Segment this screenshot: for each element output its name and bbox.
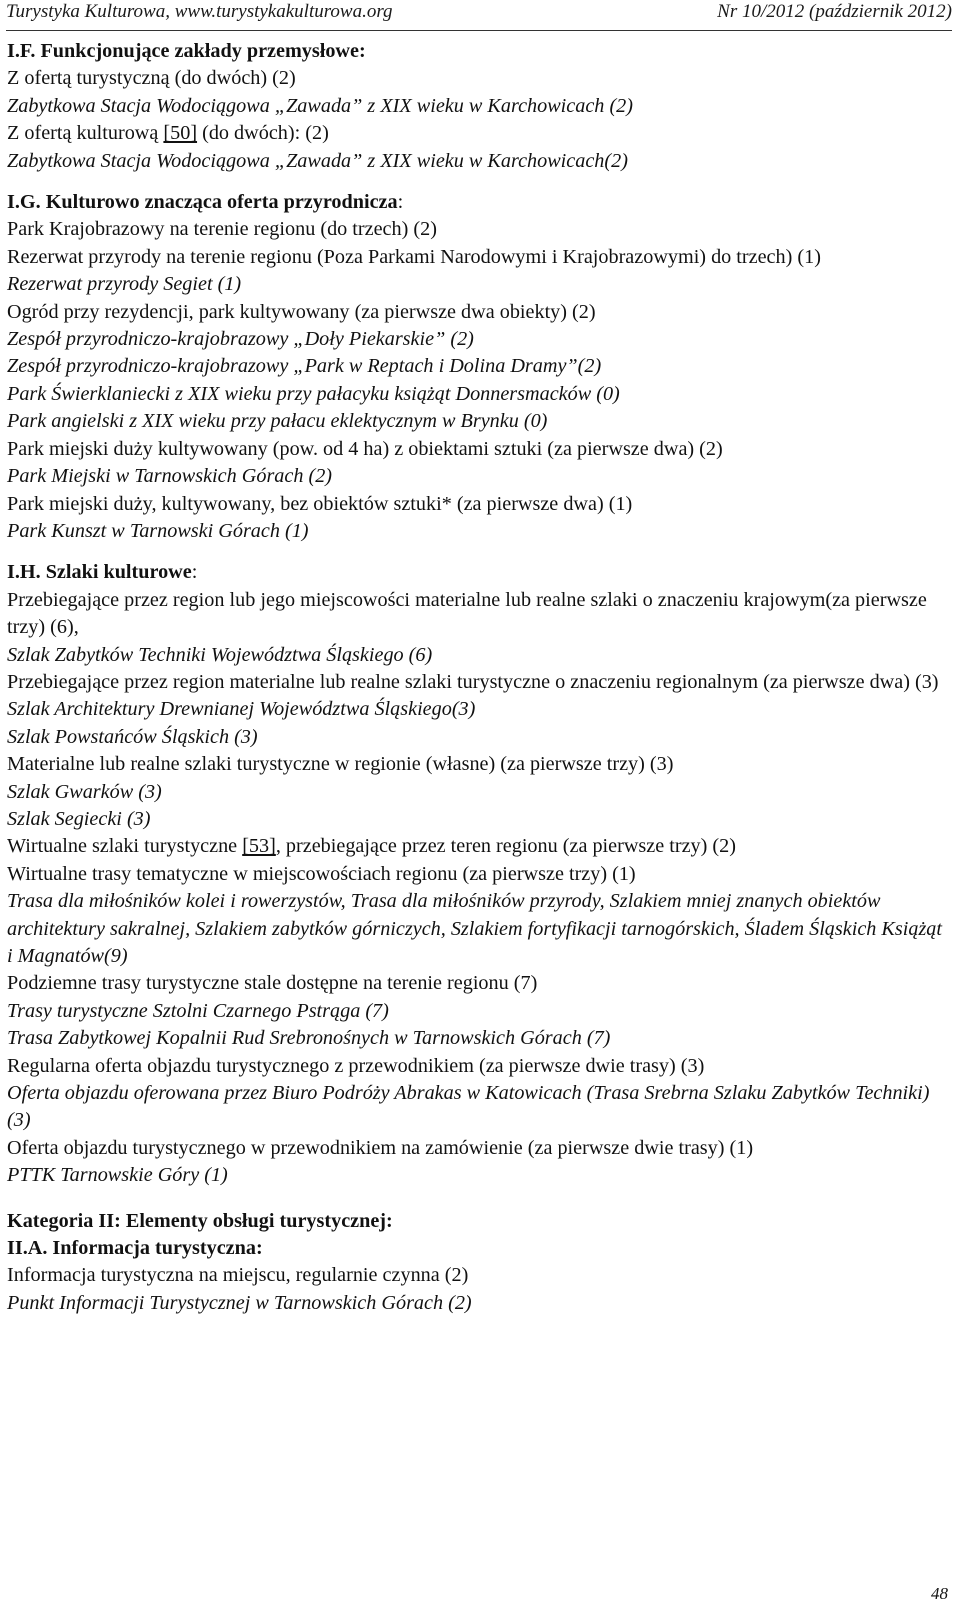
page-number: 48 — [931, 1584, 948, 1603]
list-item: Z ofertą turystyczną (do dwóch) (2) — [7, 67, 296, 90]
category-ii-heading: Kategoria II: Elementy obsługi turystycznej: — [7, 1209, 393, 1232]
running-header — [6, 0, 952, 31]
list-item-text: Wirtualne szlaki turystyczne — [7, 835, 243, 858]
list-item: Wirtualne trasy tematyczne w miejscowościach regionu (za pierwsze trzy) (1) — [7, 862, 636, 885]
list-item: Szlak Architektury Drewnianej Województwa Śląskiego(3) — [7, 698, 476, 721]
list-item: Park Miejski w Tarnowskich Górach (2) — [7, 465, 333, 488]
section-if-heading: I.F. Funkcjonujące zakłady przemysłowe: — [7, 40, 366, 62]
list-item: Informacja turystyczna na miejscu, regularnie czynna (2) — [7, 1264, 469, 1287]
list-item-text: , przebiegające przez teren regionu (za pierwsze trzy) (2) — [275, 835, 736, 858]
page-body — [7, 38, 952, 1317]
footnote-link[interactable]: [50] — [163, 122, 198, 145]
list-item: Park Kunszt w Tarnowski Górach (1) — [7, 519, 309, 542]
list-item: Materialne lub realne szlaki turystyczne w regionie (własne) (za pierwsze trzy) (3) — [7, 753, 674, 776]
list-item: Park miejski duży kultywowany (pow. od 4 ha) z obiektami sztuki (za pierwsze dwa) (2) — [7, 437, 723, 460]
list-item: Oferta objazdu turystycznego w przewodnikiem na zamówienie (za pierwsze dwie trasy) (1) — [7, 1136, 754, 1159]
list-item: Szlak Gwarków (3) — [7, 780, 162, 803]
list-item: Zespół przyrodniczo-krajobrazowy „Park w Reptach i Dolina Dramy”(2) — [7, 355, 602, 378]
list-item: Trasa Zabytkowej Kopalnii Rud Srebronośnych w Tarnowskich Górach (7) — [7, 1027, 611, 1050]
header-issue-number: Nr 10/2012 (październik 2012) — [717, 1, 952, 22]
list-item: Szlak Segiecki (3) — [7, 807, 151, 830]
section-spacer — [7, 175, 952, 189]
section-ih-heading — [7, 559, 952, 586]
heading-colon: : — [397, 191, 404, 214]
list-item: Trasy turystyczne Sztolni Czarnego Pstrąga (7) — [7, 999, 389, 1022]
section-spacer — [7, 1190, 952, 1208]
list-item: Przebiegające przez region materialne lub realne szlaki turystyczne o znaczeniu regionalnym (za pierwsze dwa) (3) — [7, 670, 939, 693]
list-item: Szlak Zabytków Techniki Województwa Śląskiego (6) — [7, 643, 433, 666]
list-item — [7, 120, 952, 147]
list-item: Park angielski z XIX wieku przy pałacu eklektycznym w Brynku (0) — [7, 410, 548, 433]
list-item: Trasa dla miłośników kolei i rowerzystów, Trasa dla miłośników przyrody, Szlakiem mniej znanych obiektów architektury sakralnej, Szlakiem zabytków górniczych, Szlakiem fortyfikacji tarnogórskich, Śladem Śląskich Książąt i Magnatów(9) — [7, 890, 943, 967]
list-item: Oferta objazdu oferowana przez Biuro Podróży Abrakas w Katowicach (Trasa Srebrna Szlaku Zabytków Techniki) (3) — [7, 1082, 930, 1132]
list-item: Przebiegające przez region lub jego miejscowości materialne lub realne szlaki o znaczeniu krajowym(za pierwsze trzy) (6), — [7, 588, 927, 639]
section-spacer — [7, 545, 952, 559]
list-item: Szlak Powstańców Śląskich (3) — [7, 725, 258, 748]
section-ig-heading-text: I.G. Kulturowo znacząca oferta przyrodnicza — [7, 191, 398, 214]
list-item: Podziemne trasy turystyczne stale dostępne na terenie regionu (7) — [7, 972, 538, 995]
section-iia-heading: II.A. Informacja turystyczna: — [7, 1237, 263, 1260]
list-item: Park miejski duży, kultywowany, bez obiektów sztuki* (za pierwsze dwa) (1) — [7, 492, 633, 515]
list-item-text: (do dwóch): (2) — [197, 122, 329, 145]
list-item: Rezerwat przyrody Segiet (1) — [7, 273, 242, 296]
list-item: Ogród przy rezydencji, park kultywowany (za pierwsze dwa obiekty) (2) — [7, 300, 596, 323]
list-item: Rezerwat przyrody na terenie regionu (Poza Parkami Narodowymi i Krajobrazowymi) do trzech) (1) — [7, 245, 821, 268]
list-item: Punkt Informacji Turystycznej w Tarnowskich Górach (2) — [7, 1291, 472, 1314]
header-journal-title: Turystyka Kulturowa, www.turystykakulturowa.org — [6, 1, 393, 22]
list-item: Zespół przyrodniczo-krajobrazowy „Doły Piekarskie” (2) — [7, 328, 474, 351]
heading-colon: : — [191, 561, 198, 584]
section-ig-heading — [7, 189, 952, 216]
list-item: Regularna oferta objazdu turystycznego z przewodnikiem (za pierwsze dwie trasy) (3) — [7, 1054, 705, 1077]
list-item: Zabytkowa Stacja Wodociągowa „Zawada” z XIX wieku w Karchowicach(2) — [7, 149, 628, 172]
list-item: Park Krajobrazowy na terenie regionu (do trzech) (2) — [7, 218, 437, 241]
list-item — [7, 833, 952, 860]
list-item-text: Z ofertą kulturową — [7, 122, 164, 145]
list-item: Park Świerklaniecki z XIX wieku przy pałacyku książąt Donnersmacków (0) — [7, 382, 620, 405]
list-item: PTTK Tarnowskie Góry (1) — [7, 1164, 228, 1187]
footnote-link[interactable]: [53] — [242, 835, 276, 858]
section-ih-heading-text: I.H. Szlaki kulturowe — [7, 561, 192, 584]
list-item: Zabytkowa Stacja Wodociągowa „Zawada” z XIX wieku w Karchowicach (2) — [7, 94, 633, 117]
